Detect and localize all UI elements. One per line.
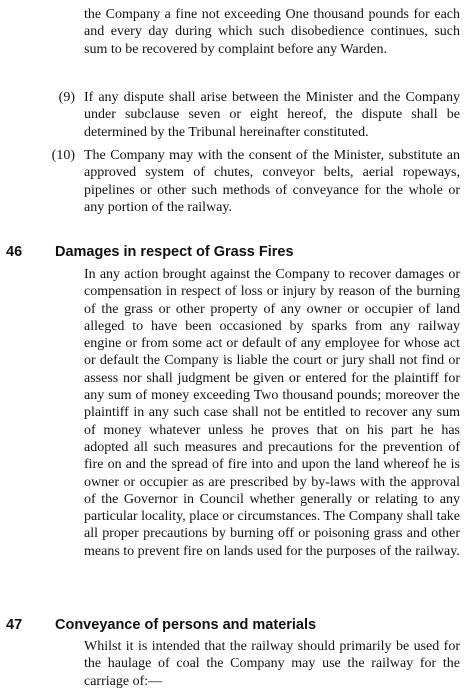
section-number: 46 [6, 244, 23, 260]
section-title: Conveyance of persons and materials [55, 617, 317, 633]
section-number: 47 [6, 617, 23, 633]
subclause-number: (9) [58, 90, 75, 105]
section-46-body: In any action brought against the Company to recover damages or compensation in respect of loss or injury by reason of the burning of the grass or other property of any owner or occupier of land alleged to have been occasioned by sparks from any railway engine or from some act or default of any employee for whose act or default the Company is liable the court or jury shall not find or assess nor shall judgment be given or entered for the plaintiff for any sum of money exceeding Two thousand pounds; moreover the plaintiff in any such case shall not be entitled to recover any sum of money whatever unless he proves that on his part he has adopted all such measures and precautions for the prevention of fire on and the spread of fire into and upon the land whereof he is owner or occupier as are prescribed by by-laws with the approval of the Governor in Council whether generally or relating to any particular locality, place or circumstances. The Company shall take all proper precautions by burning off or poisoning grass and other means to prevent fire on lands used for the purposes of the railway. [84, 267, 460, 559]
subclause-number: (10) [51, 148, 75, 163]
subclause-text: If any dispute shall arise between the Minister and the Company under subclause seven or eight hereof, the dispute shall be determined by the Tribunal hereinafter constituted. [84, 90, 460, 140]
continuation-paragraph: the Company a fine not exceeding One thousand pounds for each and every day during which such disobedience continues, such sum to be recovered by complaint before any Warden. [84, 7, 460, 57]
section-47-body: Whilst it is intended that the railway should primarily be used for the haulage of coal the Company may use the railway for the carriage of:— [84, 639, 460, 689]
section-title: Damages in respect of Grass Fires [55, 244, 294, 260]
subclause-text: The Company may with the consent of the Minister, substitute an approved system of chutes, conveyor belts, aerial ropeways, pipelines or other such methods of conveyance for the whole or any portion of the railway. [84, 148, 460, 215]
